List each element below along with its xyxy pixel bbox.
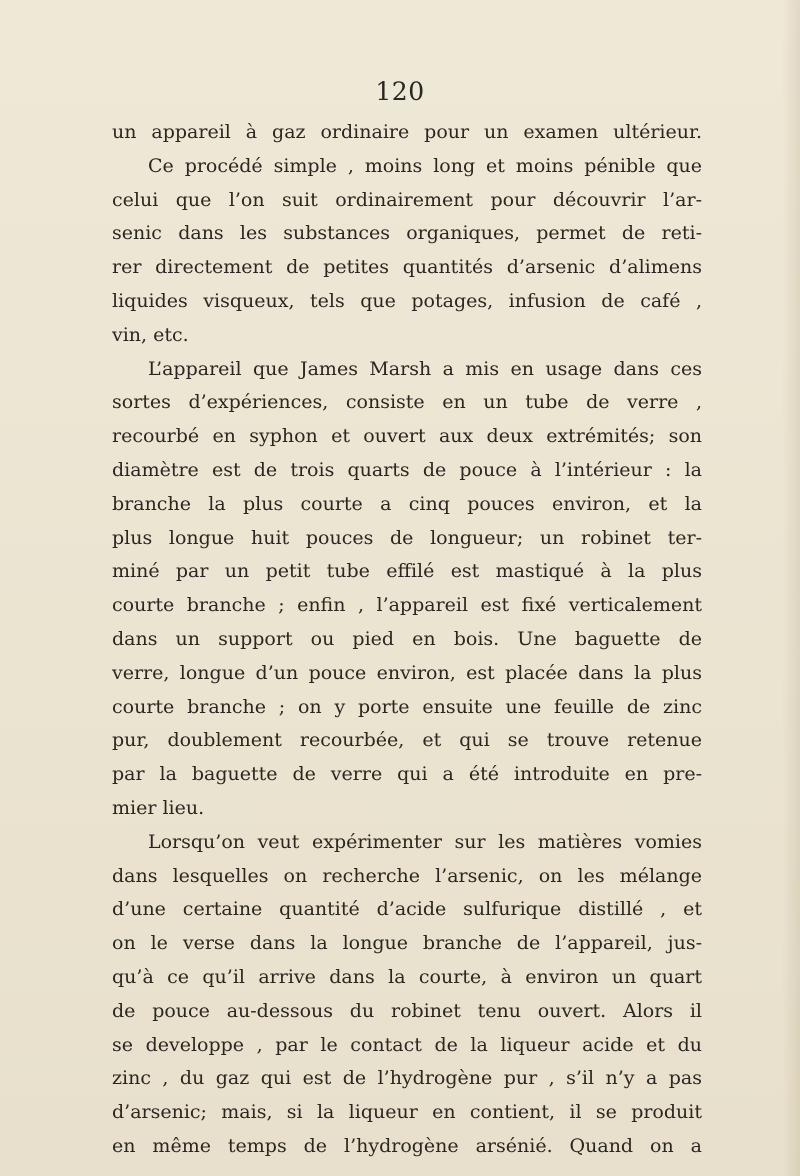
page-number: 120: [375, 77, 425, 106]
text-line: qu’à ce qu’il arrive dans la courte, à environ un quart: [112, 965, 702, 988]
text-line: senic dans les substances organiques, permet de reti-: [112, 222, 702, 245]
text-line: par la baguette de verre qui a été introduite en pre-: [112, 763, 702, 786]
text-line: de pouce au-dessous du robinet tenu ouvert. Alors il: [112, 999, 702, 1022]
page-edge-shadow: [782, 0, 800, 1176]
text-line: verre, longue d’un pouce environ, est placée dans la plus: [112, 661, 702, 684]
text-line: mier lieu.: [112, 796, 205, 819]
text-line: L’appareil que James Marsh a mis en usage dans ces: [148, 357, 702, 380]
text-line: d’une certaine quantité d’acide sulfurique distillé , et: [112, 898, 702, 921]
text-line: recourbé en syphon et ouvert aux deux extrémités; son: [112, 425, 702, 448]
text-line: dans lesquelles on recherche l’arsenic, on les mélange: [112, 864, 702, 887]
text-line: on le verse dans la longue branche de l’appareil, jus-: [112, 932, 702, 955]
text-line: vin, etc.: [112, 323, 189, 346]
text-line: branche la plus courte a cinq pouces environ, et la: [112, 492, 702, 515]
text-line: plus longue huit pouces de longueur; un robinet ter-: [112, 526, 702, 549]
text-line: se developpe , par le contact de la liqueur acide et du: [112, 1033, 702, 1056]
text-line: en même temps de l’hydrogène arsénié. Quand on a: [112, 1134, 702, 1157]
text-line: sortes d’expériences, consiste en un tube de verre ,: [112, 391, 702, 414]
text-line: un appareil à gaz ordinaire pour un examen ultérieur.: [112, 121, 702, 143]
text-line: d’arsenic; mais, si la liqueur en contient, il se produit: [112, 1101, 702, 1124]
text-line: pur, doublement recourbée, et qui se trouve retenue: [112, 729, 702, 752]
body-text: [112, 116, 702, 1164]
text-line: courte branche ; on y porte ensuite une feuille de zinc: [112, 695, 702, 718]
text-line: miné par un petit tube effilé est mastiqué à la plus: [112, 560, 702, 583]
text-line: dans un support ou pied en bois. Une baguette de: [112, 627, 702, 650]
text-line: zinc , du gaz qui est de l’hydrogène pur , s’il n’y a pas: [112, 1067, 702, 1090]
text-line: Ce procédé simple , moins long et moins pénible que: [148, 154, 702, 177]
text-line: liquides visqueux, tels que potages, infusion de café ,: [112, 289, 702, 312]
text-line: diamètre est de trois quarts de pouce à l’intérieur : la: [112, 458, 702, 481]
text-line: celui que l’on suit ordinairement pour découvrir l’ar-: [112, 188, 702, 211]
text-line: Lorsqu’on veut expérimenter sur les matières vomies: [148, 830, 702, 853]
text-line: courte branche ; enfin , l’appareil est fixé verticalement: [112, 594, 702, 617]
text-line: rer directement de petites quantités d’arsenic d’alimens: [112, 256, 702, 279]
